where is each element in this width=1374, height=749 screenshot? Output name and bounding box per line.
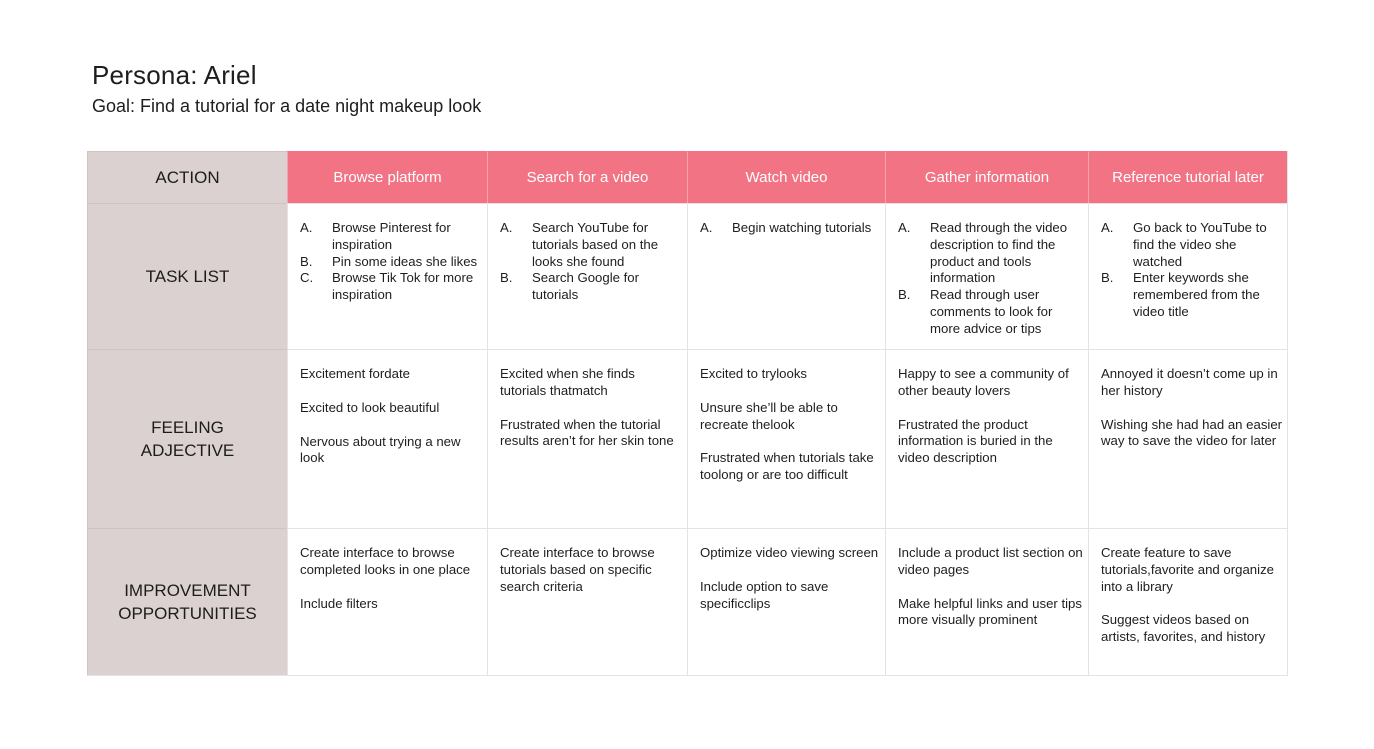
persona-title: Persona: Ariel	[92, 60, 257, 90]
task-marker: B.	[1101, 270, 1114, 286]
improvements-browse-platform	[287, 528, 487, 675]
feeling-text: Nervous about trying a new look	[300, 433, 461, 466]
feelings-gather-information	[885, 349, 1088, 528]
improvements-reference-tutorial-later	[1088, 528, 1287, 675]
task-marker: A.	[1101, 220, 1114, 235]
journey-map-table	[87, 151, 1288, 676]
feelings-browse-platform	[287, 349, 487, 528]
task-item	[500, 270, 683, 304]
improvement-text: Create feature to save tutorials,favorite and organize into a library	[1101, 545, 1275, 594]
task-text: Enter keywords she remembered from the video title	[1133, 270, 1260, 319]
feelings-watch-video	[687, 349, 885, 528]
improvement-text: Include a product list section on video pages	[898, 545, 1083, 577]
persona-goal: Goal: Find a tutorial for a date night makeup look	[92, 96, 482, 116]
feeling-text: Annoyed it doesn’t come up in her history	[1101, 366, 1278, 398]
task-marker: A.	[300, 220, 313, 235]
improvement-text: Optimize video viewing screen	[700, 545, 879, 560]
task-text: Browse Pinterest for inspiration	[332, 220, 451, 252]
stage-header-browse-platform: Browse platform	[287, 151, 487, 203]
task-item	[1101, 220, 1283, 270]
improvement-text: Suggest videos based on artists, favorites, and history	[1101, 612, 1266, 645]
row-header-improvement-opportunities	[87, 528, 287, 675]
task-text: Read through the video description to find the product and tools information	[930, 220, 1068, 286]
task-list-browse-platform	[287, 203, 487, 349]
feeling-text: Wishing she had had an easier way to save the video for later	[1101, 416, 1283, 449]
task-list-gather-information	[885, 203, 1088, 349]
feelings-reference-tutorial-later	[1088, 349, 1287, 528]
stage-header-gather-information: Gather information	[885, 151, 1088, 203]
improvements-watch-video	[687, 528, 885, 675]
task-marker: B.	[898, 287, 911, 303]
feeling-text: Excited to trylooks	[700, 366, 808, 381]
task-list-watch-video	[687, 203, 885, 349]
improvements-search-for-a-video	[487, 528, 687, 675]
feeling-text: Frustrated when the tutorial results aren’t for her skin tone	[500, 416, 674, 449]
feeling-text: Unsure she’ll be able to recreate thelook	[700, 399, 838, 432]
task-list-reference-tutorial-later	[1088, 203, 1287, 349]
feeling-text: Excitement fordate	[300, 366, 410, 381]
task-text: Begin watching tutorials	[732, 220, 872, 235]
improvement-text: Make helpful links and user tips more visually prominent	[898, 595, 1082, 628]
feeling-text: Frustrated the product information is buried in the video description	[898, 416, 1053, 466]
task-text: Go back to YouTube to find the video she watched	[1133, 220, 1267, 269]
feelings-search-for-a-video	[487, 349, 687, 528]
task-marker: B.	[500, 270, 513, 286]
task-item	[300, 270, 483, 304]
task-text: Search YouTube for tutorials based on the looks she found	[532, 220, 659, 269]
feeling-text: Happy to see a community of other beauty lovers	[898, 366, 1069, 398]
feeling-text: Excited when she finds tutorials thatmatch	[500, 366, 635, 398]
task-text: Pin some ideas she likes	[332, 253, 478, 269]
stage-header-search-for-a-video: Search for a video	[487, 151, 687, 203]
task-item	[898, 287, 1084, 337]
task-marker: A.	[500, 220, 513, 235]
improvement-text: Include option to save specificclips	[700, 578, 829, 611]
task-item	[500, 220, 683, 270]
row-header-feeling-adjective	[87, 349, 287, 528]
feeling-text: Excited to look beautiful	[300, 399, 440, 415]
task-item	[300, 220, 483, 254]
task-marker: B.	[300, 253, 313, 269]
task-item	[898, 220, 1084, 287]
improvement-text: Include filters	[300, 595, 378, 611]
feeling-text: Frustrated when tutorials take toolong or are too difficult	[700, 450, 874, 483]
stage-header-watch-video: Watch video	[687, 151, 885, 203]
task-list-search-for-a-video	[487, 203, 687, 349]
improvement-text: Create interface to browse tutorials based on specific search criteria	[500, 545, 655, 594]
row-header-action: ACTION	[87, 151, 287, 203]
improvements-gather-information	[885, 528, 1088, 675]
task-item	[700, 220, 881, 237]
task-marker: A.	[700, 220, 713, 235]
row-header-task-list: TASK LIST	[87, 203, 287, 349]
task-text: Browse Tik Tok for more inspiration	[332, 270, 474, 303]
task-item	[1101, 270, 1283, 320]
row-header-improvement-line1: IMPROVEMENT	[124, 581, 251, 600]
row-header-improvement-line2: OPPORTUNITIES	[118, 604, 257, 623]
task-marker: A.	[898, 220, 911, 235]
row-header-feeling-line1: FEELING	[151, 418, 224, 437]
row-header-feeling-line2: ADJECTIVE	[140, 441, 235, 460]
task-item	[300, 254, 483, 271]
task-text: Search Google for tutorials	[532, 270, 640, 303]
stage-header-reference-tutorial-later: Reference tutorial later	[1088, 151, 1287, 203]
task-marker: C.	[300, 270, 314, 286]
improvement-text: Create interface to browse completed looks in one place	[300, 545, 471, 577]
task-text: Read through user comments to look for more advice or tips	[930, 287, 1053, 336]
